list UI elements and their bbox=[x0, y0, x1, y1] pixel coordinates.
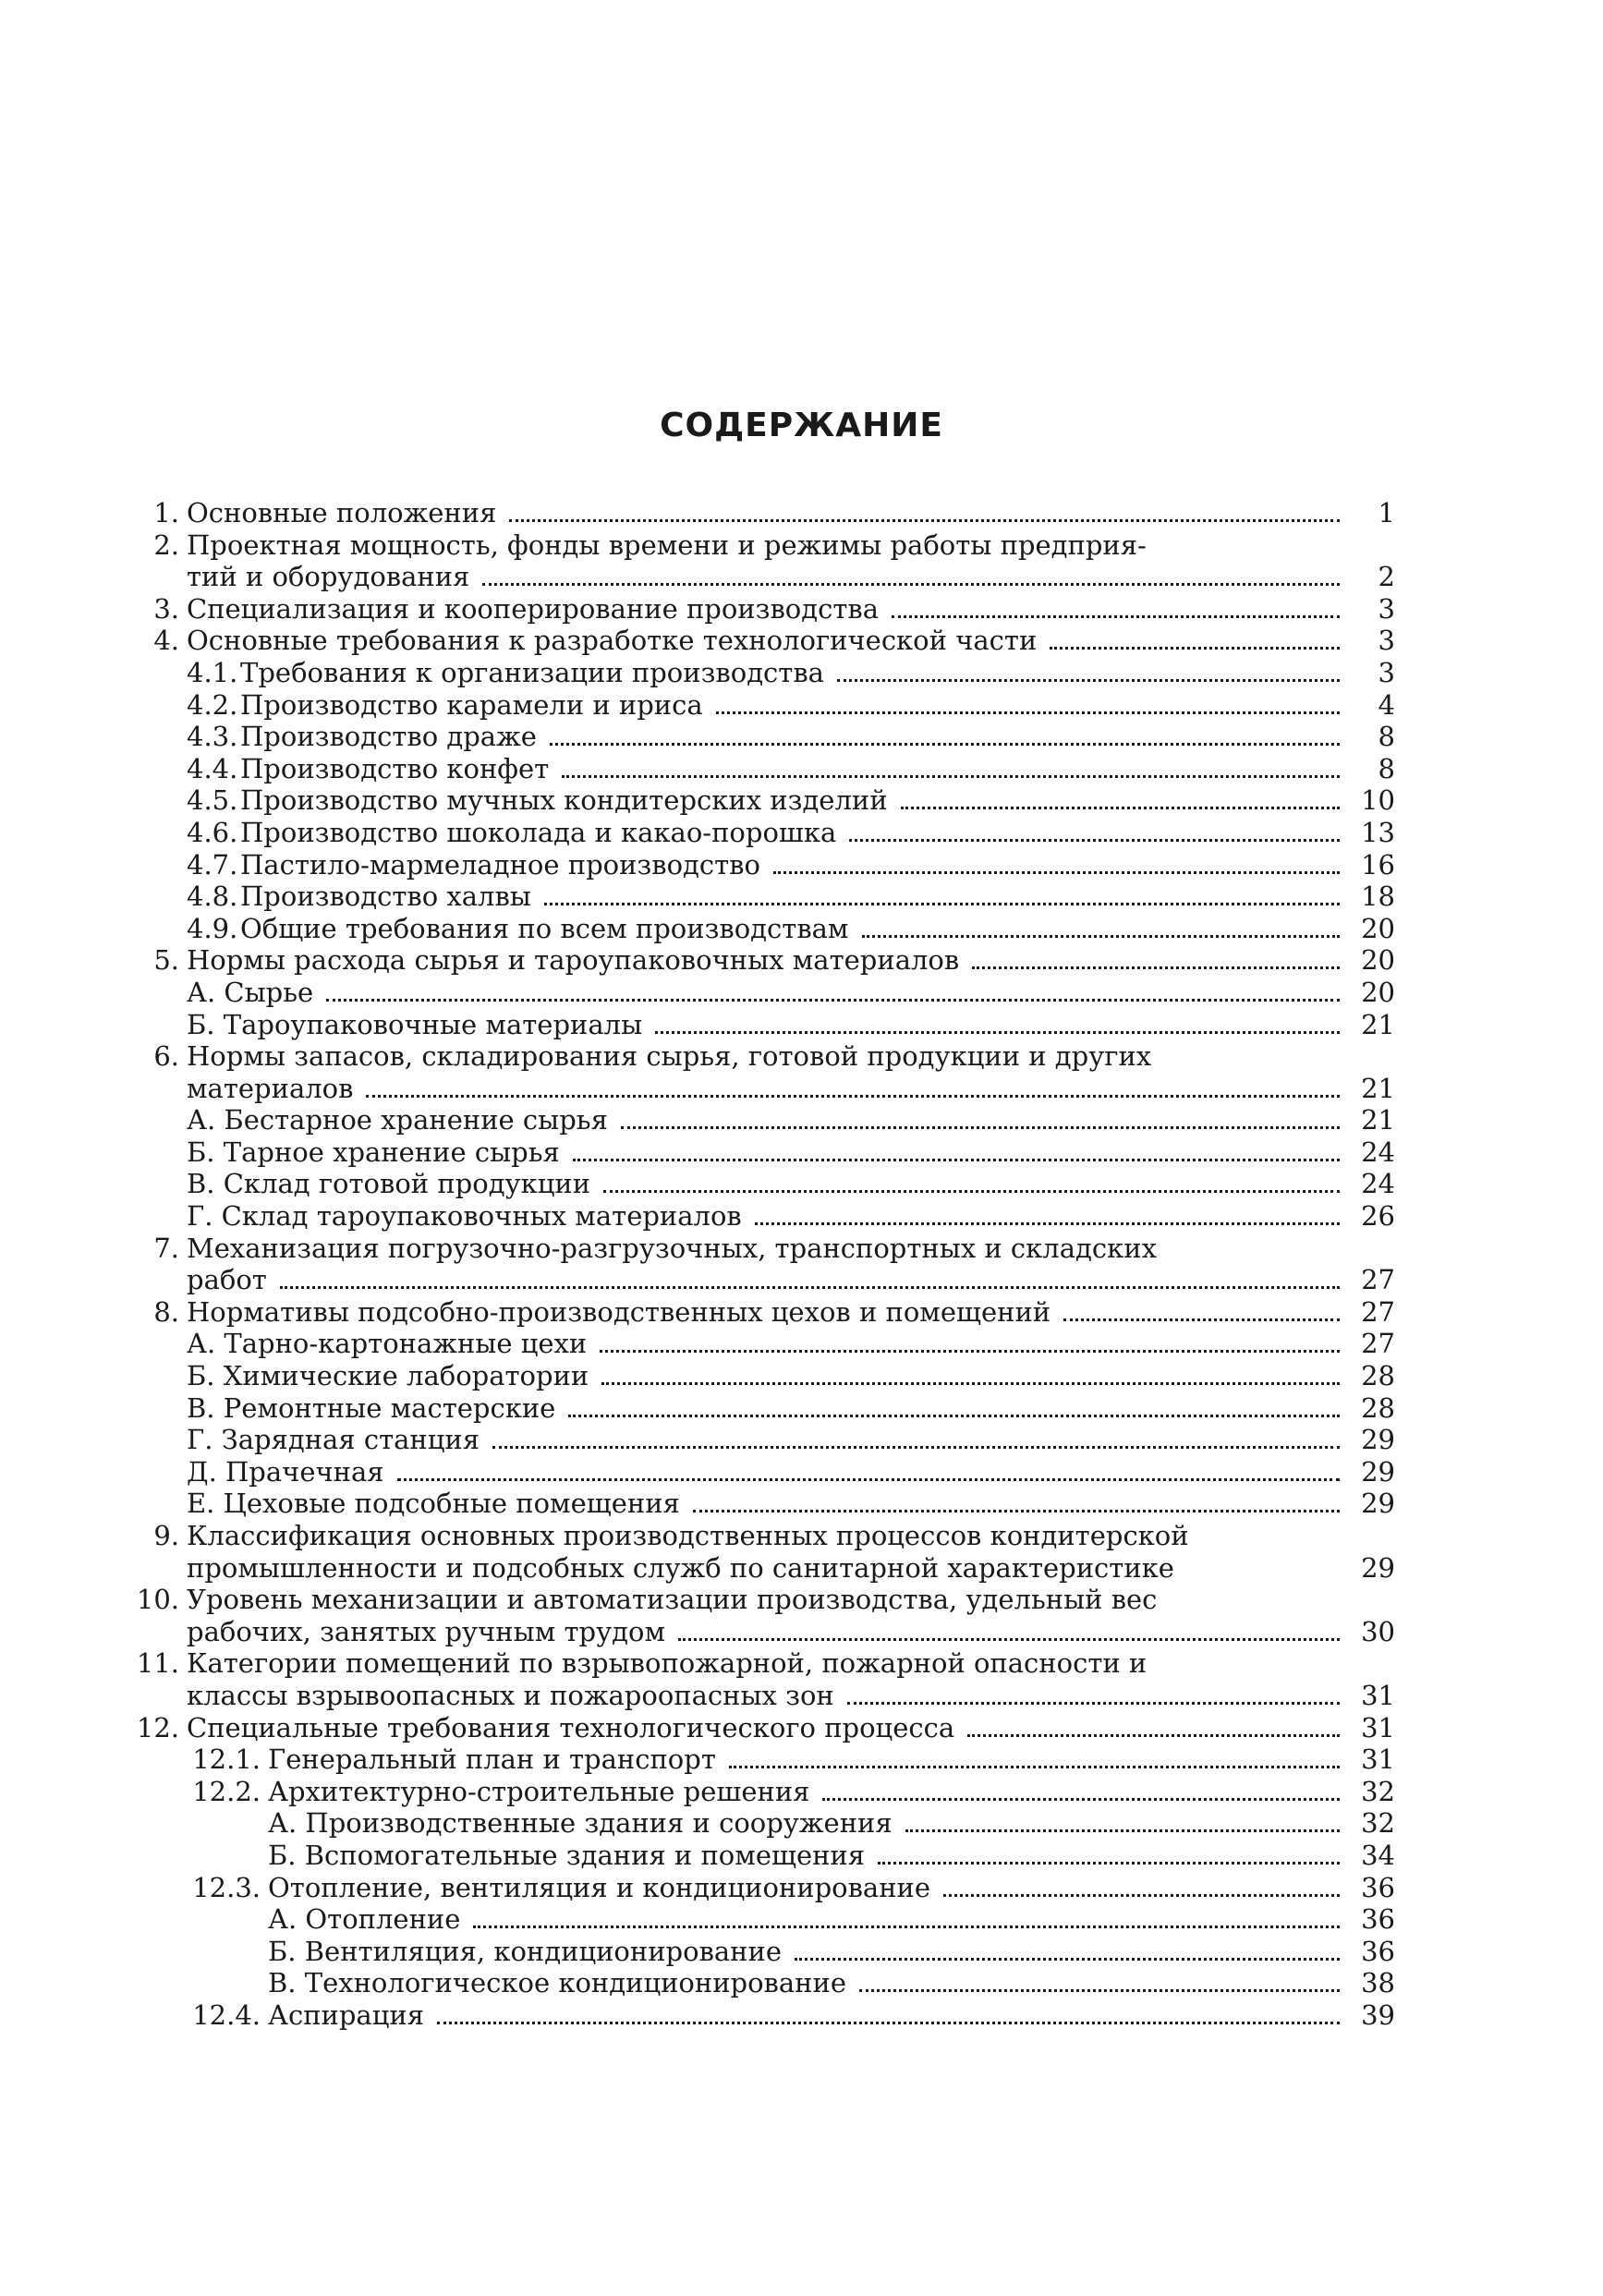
dot-leader bbox=[366, 1095, 1340, 1098]
toc-entry-page-number: 24 bbox=[1361, 1136, 1395, 1168]
toc-entry bbox=[129, 1712, 1395, 1744]
toc-entry-page-number: 39 bbox=[1361, 1998, 1395, 2031]
dot-leader bbox=[568, 1415, 1340, 1417]
dot-leader bbox=[755, 1222, 1340, 1225]
toc-entry bbox=[129, 1872, 1395, 1904]
dot-leader bbox=[550, 743, 1340, 746]
toc-entry bbox=[129, 1009, 1395, 1041]
dot-leader bbox=[847, 1702, 1340, 1705]
toc-entry-title: Основные положения bbox=[187, 497, 497, 528]
toc-entry-title: Производство шоколада и какао-порошка bbox=[240, 816, 837, 848]
toc-entry-title: Классификация основных производственных процессов кондитерской bbox=[187, 1520, 1189, 1551]
toc-entry-title: Механизация погрузочно-разгрузочных, транспортных и складских bbox=[187, 1232, 1157, 1264]
toc-entry-title: А. Бестарное хранение сырья bbox=[187, 1104, 608, 1136]
toc-entry-title: Пастило-мармеладное производство bbox=[240, 848, 760, 881]
toc-entry-page-number: 4 bbox=[1378, 688, 1395, 721]
dot-leader bbox=[892, 615, 1340, 618]
toc-entry-page-number: 16 bbox=[1361, 848, 1395, 881]
toc-entry-page-number: 21 bbox=[1361, 1072, 1395, 1104]
toc-entry-number: 12.1. bbox=[192, 1743, 261, 1776]
toc-entry-number: 4.9. bbox=[187, 912, 238, 944]
toc-entry-page-number: 29 bbox=[1361, 1455, 1395, 1488]
dot-leader bbox=[967, 1734, 1340, 1737]
toc-entry-number: 4. bbox=[153, 625, 179, 657]
toc-entry-page-number: 24 bbox=[1361, 1168, 1395, 1200]
toc-entry-title: работ bbox=[187, 1264, 267, 1296]
dot-leader bbox=[837, 679, 1340, 682]
dot-leader bbox=[326, 999, 1340, 1002]
toc-entry-title: Б. Химические лаборатории bbox=[187, 1360, 589, 1392]
toc-entry bbox=[129, 1233, 1395, 1265]
toc-entry bbox=[129, 1776, 1395, 1808]
toc-entry-title: рабочих, занятых ручным трудом bbox=[187, 1615, 666, 1647]
toc-entry-title: Производство мучных кондитерских изделий bbox=[240, 784, 888, 817]
dot-leader bbox=[621, 1126, 1340, 1129]
toc-entry bbox=[129, 1392, 1395, 1425]
toc-entry-page-number: 21 bbox=[1361, 1104, 1395, 1136]
dot-leader bbox=[492, 1446, 1340, 1449]
toc-entry-number: 12. bbox=[136, 1711, 179, 1743]
toc-entry-page-number: 32 bbox=[1361, 1775, 1395, 1807]
dot-leader bbox=[437, 2022, 1340, 2024]
toc-entry-page-number: 36 bbox=[1361, 1871, 1395, 1903]
toc-entry-number: 8. bbox=[153, 1295, 179, 1328]
toc-entry bbox=[129, 1360, 1395, 1392]
toc-entry-title: В. Технологическое кондиционирование bbox=[268, 1967, 846, 1999]
toc-entry-title: Специализация и кооперирование производства bbox=[187, 592, 879, 625]
toc-entry-number: 4.4. bbox=[187, 752, 238, 784]
toc-entry-number: 12.4. bbox=[192, 1998, 261, 2031]
toc-entry-page-number: 36 bbox=[1361, 1903, 1395, 1936]
toc-entry bbox=[129, 849, 1395, 881]
toc-entry-page-number: 36 bbox=[1361, 1935, 1395, 1967]
toc-entry-number: 9. bbox=[153, 1520, 179, 1551]
toc-entry bbox=[129, 1264, 1395, 1296]
toc-entry-title: А. Тарно-картонажные цехи bbox=[187, 1328, 588, 1360]
toc-entry bbox=[129, 1168, 1395, 1200]
page-title: СОДЕРЖАНИЕ bbox=[660, 407, 943, 444]
toc-entry bbox=[129, 1073, 1395, 1105]
toc-entry-title: Б. Вспомогательные здания и помещения bbox=[268, 1839, 866, 1871]
toc-entry bbox=[129, 529, 1395, 562]
dot-leader bbox=[901, 807, 1340, 809]
dot-leader bbox=[601, 1382, 1340, 1385]
toc-entry-number: 4.7. bbox=[187, 848, 238, 881]
toc-entry-title: Архитектурно-строительные решения bbox=[268, 1775, 810, 1807]
toc-entry-page-number: 31 bbox=[1361, 1679, 1395, 1711]
toc-entry-number: 7. bbox=[153, 1232, 179, 1264]
dot-leader bbox=[1050, 647, 1340, 650]
toc-entry-page-number: 32 bbox=[1361, 1807, 1395, 1840]
toc-entry-page-number: 13 bbox=[1361, 816, 1395, 848]
toc-entry-page-number: 29 bbox=[1361, 1424, 1395, 1456]
toc-entry-title: Нормативы подсобно-производственных цехов и помещений bbox=[187, 1295, 1051, 1328]
toc-entry-page-number: 29 bbox=[1361, 1488, 1395, 1520]
toc-entry bbox=[129, 784, 1395, 817]
toc-entry-title: Б. Тарное хранение сырья bbox=[187, 1136, 560, 1168]
toc-entry-page-number: 2 bbox=[1378, 561, 1395, 593]
toc-entry-page-number: 27 bbox=[1361, 1328, 1395, 1360]
toc-entry-title: Г. Зарядная станция bbox=[187, 1424, 480, 1456]
toc-entry-number: 12.3. bbox=[192, 1871, 261, 1903]
toc-entry bbox=[129, 1328, 1395, 1360]
dot-leader bbox=[878, 1862, 1340, 1865]
toc-entry bbox=[129, 1552, 1395, 1585]
toc-entry bbox=[129, 1136, 1395, 1169]
toc-entry-number: 1. bbox=[153, 497, 179, 528]
dot-leader bbox=[773, 871, 1340, 874]
toc-entry-title: Специальные требования технологического процесса bbox=[187, 1711, 955, 1743]
toc-entry-title: Производство халвы bbox=[240, 881, 531, 913]
toc-entry-page-number: 26 bbox=[1361, 1200, 1395, 1233]
toc-entry-page-number: 3 bbox=[1378, 592, 1395, 625]
toc-entry-page-number: 18 bbox=[1361, 881, 1395, 913]
toc-entry bbox=[129, 944, 1395, 977]
toc-entry-number: 10. bbox=[136, 1584, 179, 1616]
toc-entry-page-number: 3 bbox=[1378, 625, 1395, 657]
table-of-contents bbox=[129, 497, 1395, 2032]
toc-entry bbox=[129, 1743, 1395, 1776]
toc-entry bbox=[129, 1616, 1395, 1648]
toc-entry bbox=[129, 1040, 1395, 1073]
dot-leader bbox=[795, 1958, 1340, 1961]
toc-entry bbox=[129, 1424, 1395, 1456]
toc-entry-title: Уровень механизации и автоматизации производства, удельный вес bbox=[187, 1584, 1158, 1616]
toc-entry-page-number: 8 bbox=[1378, 752, 1395, 784]
toc-entry-title: промышленности и подсобных служб по санитарной характеристике bbox=[187, 1551, 1174, 1584]
dot-leader bbox=[603, 1190, 1340, 1193]
toc-entry-title: тий и оборудования bbox=[187, 561, 470, 593]
toc-entry-page-number: 10 bbox=[1361, 784, 1395, 817]
toc-entry-title: Категории помещений по взрывопожарной, пожарной опасности и bbox=[187, 1647, 1148, 1680]
toc-entry bbox=[129, 1520, 1395, 1552]
toc-entry-page-number: 28 bbox=[1361, 1391, 1395, 1424]
dot-leader bbox=[822, 1798, 1340, 1801]
toc-entry-title: А. Сырье bbox=[187, 976, 314, 1008]
toc-entry-title: Аспирация bbox=[268, 1998, 424, 2031]
dot-leader bbox=[280, 1286, 1340, 1289]
toc-entry bbox=[129, 1584, 1395, 1616]
toc-entry-number: 3. bbox=[153, 592, 179, 625]
toc-entry-title: материалов bbox=[187, 1072, 354, 1104]
toc-entry-title: Производство конфет bbox=[240, 752, 550, 784]
toc-entry-number: 4.2. bbox=[187, 688, 238, 721]
toc-entry-page-number: 20 bbox=[1361, 944, 1395, 977]
toc-entry-number: 4.1. bbox=[187, 656, 238, 688]
toc-entry bbox=[129, 593, 1395, 626]
toc-entry-number: 4.3. bbox=[187, 721, 238, 753]
toc-entry-title: В. Ремонтные мастерские bbox=[187, 1391, 556, 1424]
toc-entry bbox=[129, 657, 1395, 689]
toc-entry bbox=[129, 721, 1395, 753]
toc-entry bbox=[129, 1456, 1395, 1488]
toc-entry-title: Б. Тароупаковочные материалы bbox=[187, 1008, 643, 1040]
dot-leader bbox=[972, 966, 1340, 969]
toc-entry-page-number: 34 bbox=[1361, 1839, 1395, 1871]
toc-entry-title: Основные требования к разработке технологической части bbox=[187, 625, 1038, 657]
toc-entry-number: 4.6. bbox=[187, 816, 238, 848]
toc-entry-title: Генеральный план и транспорт bbox=[268, 1743, 716, 1776]
dot-leader bbox=[849, 839, 1340, 842]
toc-entry-title: Требования к организации производства bbox=[240, 656, 824, 688]
toc-entry-title: Проектная мощность, фонды времени и режимы работы предприя- bbox=[187, 528, 1147, 561]
toc-entry bbox=[129, 1840, 1395, 1872]
toc-entry-title: классы взрывоопасных и пожароопасных зон bbox=[187, 1679, 834, 1711]
dot-leader bbox=[397, 1478, 1340, 1481]
toc-entry-title: Г. Склад тароупаковочных материалов bbox=[187, 1200, 742, 1233]
toc-entry bbox=[129, 1936, 1395, 1968]
toc-entry-title: Общие требования по всем производствам bbox=[240, 912, 849, 944]
dot-leader bbox=[905, 1829, 1340, 1832]
toc-entry-title: А. Производственные здания и сооружения bbox=[268, 1807, 893, 1840]
toc-entry-page-number: 3 bbox=[1378, 656, 1395, 688]
toc-entry bbox=[129, 1903, 1395, 1936]
dot-leader bbox=[600, 1350, 1340, 1353]
toc-entry-title: Отопление, вентиляция и кондиционирование bbox=[268, 1871, 931, 1903]
toc-entry-page-number: 21 bbox=[1361, 1008, 1395, 1040]
dot-leader bbox=[482, 583, 1340, 586]
dot-leader bbox=[693, 1510, 1340, 1512]
toc-entry bbox=[129, 689, 1395, 722]
toc-entry-title: Нормы запасов, складирования сырья, готовой продукции и других bbox=[187, 1040, 1152, 1073]
dot-leader bbox=[509, 519, 1340, 522]
dot-leader bbox=[862, 935, 1341, 938]
toc-entry-page-number: 31 bbox=[1361, 1711, 1395, 1743]
dot-leader bbox=[943, 1894, 1340, 1897]
dot-leader bbox=[678, 1638, 1340, 1641]
toc-entry-page-number: 29 bbox=[1361, 1551, 1395, 1584]
dot-leader bbox=[716, 711, 1340, 714]
toc-entry-title: Производство драже bbox=[240, 721, 537, 753]
toc-entry-page-number: 8 bbox=[1378, 721, 1395, 753]
toc-entry bbox=[129, 881, 1395, 913]
toc-entry bbox=[129, 497, 1395, 529]
toc-entry bbox=[129, 1999, 1395, 2032]
toc-entry bbox=[129, 913, 1395, 945]
toc-entry bbox=[129, 753, 1395, 785]
dot-leader bbox=[1063, 1318, 1340, 1321]
toc-entry-title: Б. Вентиляция, кондиционирование bbox=[268, 1935, 782, 1967]
toc-entry-page-number: 38 bbox=[1361, 1967, 1395, 1999]
dot-leader bbox=[573, 1159, 1340, 1161]
toc-entry-page-number: 20 bbox=[1361, 912, 1395, 944]
toc-entry-page-number: 27 bbox=[1361, 1295, 1395, 1328]
toc-entry bbox=[129, 1647, 1395, 1680]
toc-entry-page-number: 28 bbox=[1361, 1360, 1395, 1392]
toc-entry bbox=[129, 625, 1395, 657]
dot-leader bbox=[473, 1925, 1340, 1928]
toc-entry-page-number: 27 bbox=[1361, 1264, 1395, 1296]
dot-leader bbox=[562, 775, 1340, 778]
toc-entry bbox=[129, 1200, 1395, 1233]
toc-entry bbox=[129, 1488, 1395, 1520]
toc-entry bbox=[129, 1680, 1395, 1712]
toc-entry-number: 6. bbox=[153, 1040, 179, 1073]
toc-entry-number: 12.2. bbox=[192, 1775, 261, 1807]
toc-entry-title: Е. Цеховые подсобные помещения bbox=[187, 1488, 680, 1520]
toc-entry-page-number: 31 bbox=[1361, 1743, 1395, 1776]
dot-leader bbox=[729, 1766, 1340, 1768]
dot-leader bbox=[544, 903, 1340, 905]
toc-entry-page-number: 30 bbox=[1361, 1615, 1395, 1647]
toc-entry bbox=[129, 1104, 1395, 1136]
toc-entry-page-number: 1 bbox=[1378, 497, 1395, 528]
dot-leader bbox=[655, 1031, 1340, 1034]
toc-entry-title: Нормы расхода сырья и тароупаковочных материалов bbox=[187, 944, 960, 977]
toc-entry bbox=[129, 1296, 1395, 1329]
toc-entry-number: 5. bbox=[153, 944, 179, 977]
toc-entry-number: 4.8. bbox=[187, 881, 238, 913]
toc-entry bbox=[129, 1967, 1395, 1999]
toc-entry-number: 2. bbox=[153, 528, 179, 561]
toc-entry-title: В. Склад готовой продукции bbox=[187, 1168, 591, 1200]
toc-entry bbox=[129, 561, 1395, 593]
toc-entry-number: 4.5. bbox=[187, 784, 238, 817]
toc-entry-title: Производство карамели и ириса bbox=[240, 688, 703, 721]
toc-entry-title: Д. Прачечная bbox=[187, 1455, 384, 1488]
toc-entry-title: А. Отопление bbox=[268, 1903, 461, 1936]
toc-entry bbox=[129, 977, 1395, 1009]
toc-entry bbox=[129, 1807, 1395, 1840]
dot-leader bbox=[859, 1989, 1340, 1992]
toc-entry-page-number: 20 bbox=[1361, 976, 1395, 1008]
toc-entry-number: 11. bbox=[136, 1647, 179, 1680]
toc-entry bbox=[129, 817, 1395, 849]
